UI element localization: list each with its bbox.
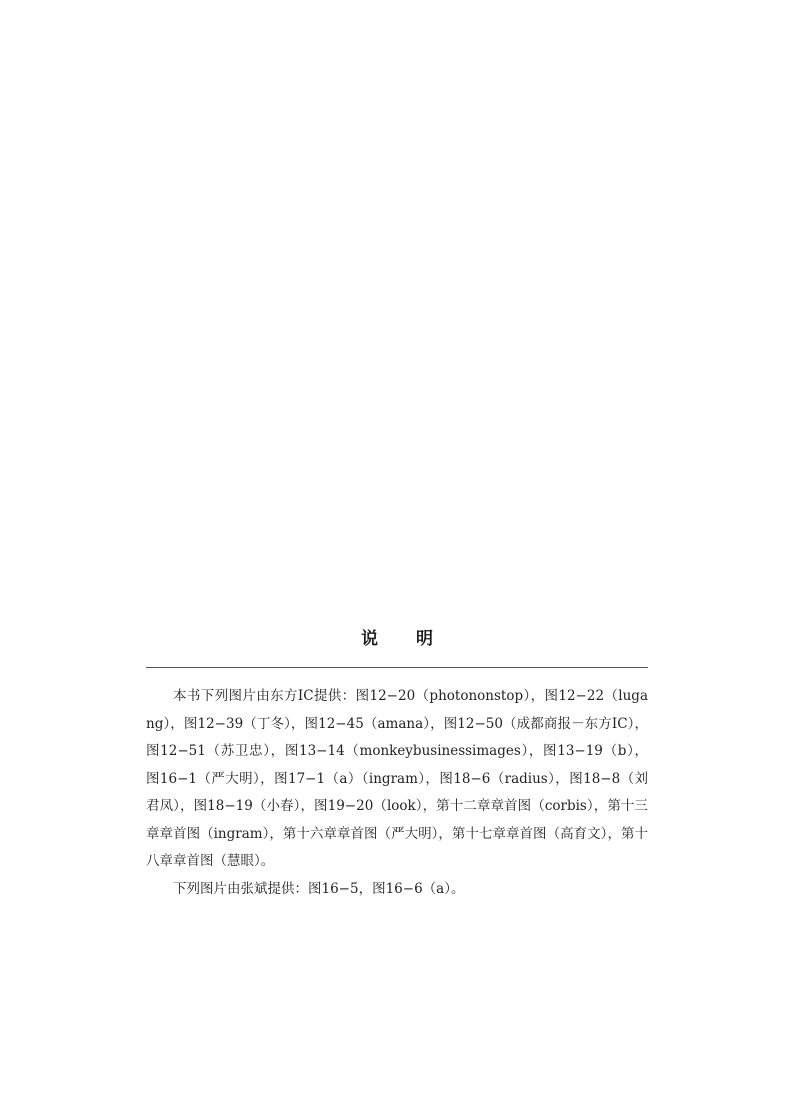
body-text: [146, 683, 648, 903]
title-divider: [146, 667, 648, 668]
paragraph-credits-zhang-bin: 下列图片由张斌提供：图16−5，图16−6（a）。: [173, 880, 465, 897]
page-title: 说 明: [361, 629, 449, 649]
paragraph-credits-dongfang-ic: 本书下列图片由东方IC提供：图12−20（photononstop），图12−22（lugang），图12−39（丁冬），图12−45（amana），图12−50（成都商报－东方IC），图12−51（苏卫忠），图13−14（monkeybusinessimages），图13−19（b），图16−1（严大明），图17−1（a）（ingram），图18−6（radius），图18−8（刘君凤），图18−19（小春），图19−20（look），第十二章章首图（corbis），第十三章章首图（ingram），第十六章章首图（严大明），第十七章章首图（高育文），第十八章章首图（慧眼）。: [146, 688, 648, 869]
